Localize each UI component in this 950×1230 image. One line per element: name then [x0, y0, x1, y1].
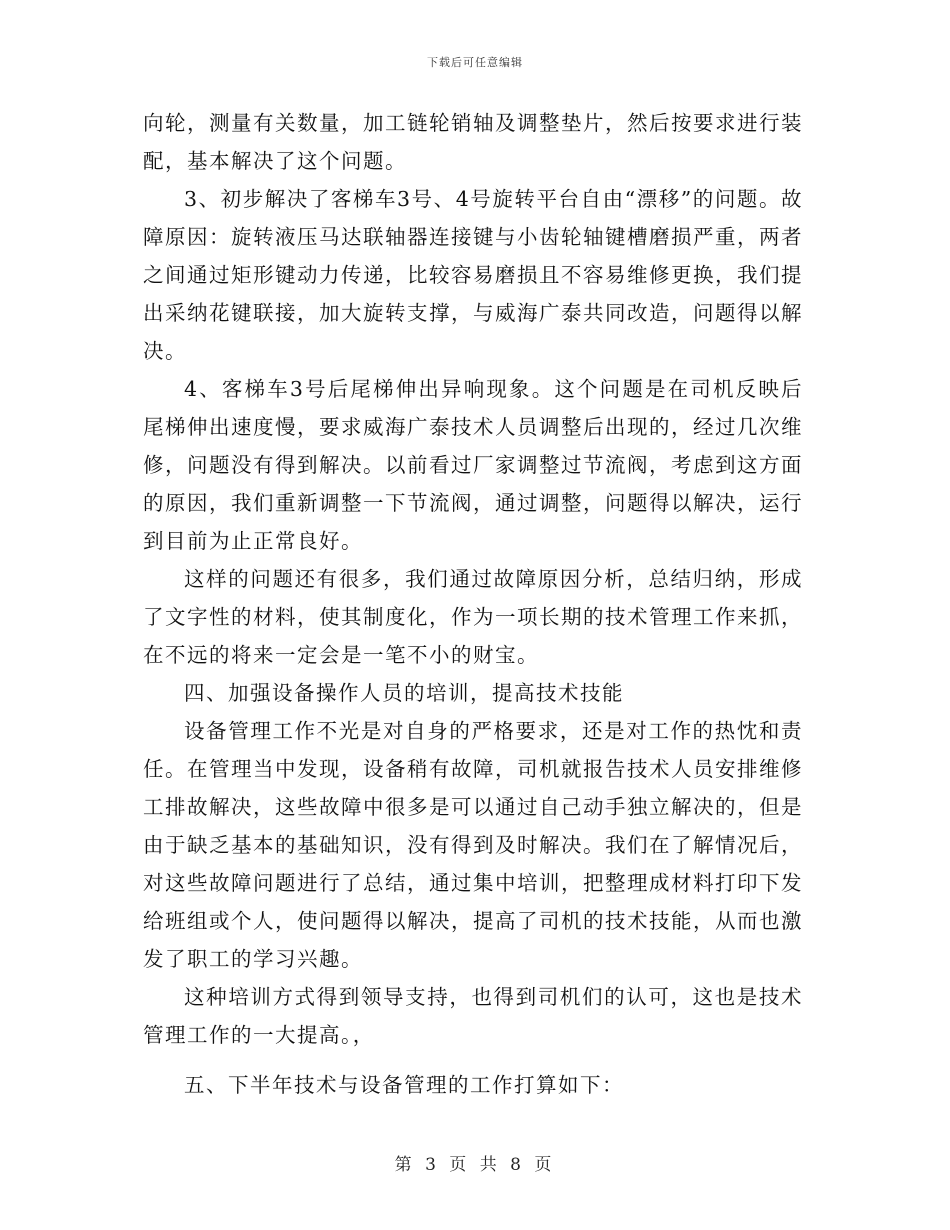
- paragraph-item-3: 3、初步解决了客梯车3号、4号旋转平台自由“漂移”的问题。故障原因：旋转液压马达联轴器连接键与小齿轮轴键槽磨损严重，两者之间通过矩形键动力传递，比较容易磨损且不容易维修更换，我们提出采纳花键联接，加大旋转支撑，与威海广泰共同改造，问题得以解决。: [143, 187, 803, 363]
- section-heading-4: 四、加强设备操作人员的培训，提高技术技能: [184, 681, 624, 705]
- paragraph-summary: 这样的问题还有很多，我们通过故障原因分析，总结归纳，形成了文字性的材料，使其制度化，作为一项长期的技术管理工作来抓，在不远的将来一定会是一笔不小的财宝。: [143, 567, 803, 667]
- paragraph-continuation: 向轮，测量有关数量，加工链轮销轴及调整垫片，然后按要求进行装配，基本解决了这个问题。: [143, 111, 803, 173]
- paragraph-training-result: 这种培训方式得到领导支持，也得到司机们的认可，这也是技术管理工作的一大提高。，: [143, 985, 803, 1047]
- paragraph-training: 设备管理工作不光是对自身的严格要求，还是对工作的热忱和责任。在管理当中发现，设备稍有故障，司机就报告技术人员安排维修工排故解决，这些故障中很多是可以通过自己动手独立解决的，但是由于缺乏基本的基础知识，没有得到及时解决。我们在了解情况后，对这些故障问题进行了总结，通过集中培训，把整理成材料打印下发给班组或个人，使问题得以解决，提高了司机的技术技能，从而也激发了职工的学习兴趣。: [143, 719, 803, 971]
- page-footer: 第 3 页 共 8 页: [394, 1155, 556, 1175]
- paragraph-item-4: 4、客梯车3号后尾梯伸出异响现象。这个问题是在司机反映后尾梯伸出速度慢，要求威海广泰技术人员调整后出现的，经过几次维修，问题没有得到解决。以前看过厂家调整过节流阀，考虑到这方面的原因，我们重新调整一下节流阀，通过调整，问题得以解决，运行到目前为止正常良好。: [143, 377, 803, 553]
- document-body: [143, 104, 803, 1104]
- section-heading-5: 五、下半年技术与设备管理的工作打算如下：: [184, 1073, 624, 1097]
- page-header: 下载后可任意编辑: [427, 56, 523, 69]
